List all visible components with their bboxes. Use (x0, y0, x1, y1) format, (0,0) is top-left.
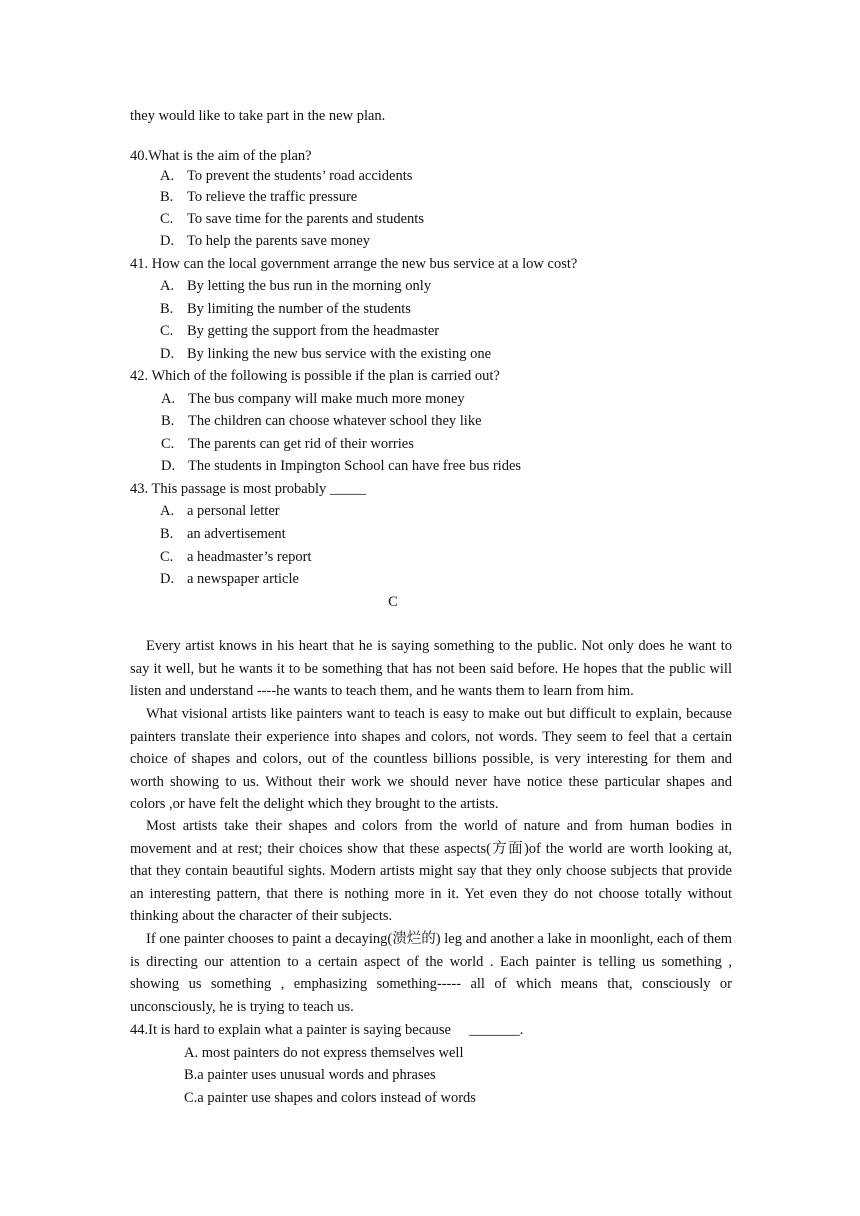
passage-end-line: they would like to take part in the new plan. (130, 108, 386, 124)
question-42-option-d: D. The students in Impington School can have free bus rides (161, 458, 522, 474)
question-43-option-b: B. an advertisement (160, 526, 286, 542)
question-41-option-b: B. By limiting the number of the students (160, 301, 411, 317)
question-43-option-d: D. a newspaper article (160, 571, 299, 587)
question-43-option-c: C. a headmaster’s report (160, 549, 312, 565)
question-41-option-d: D. By linking the new bus service with the existing one (160, 346, 492, 362)
question-44-option-c: C.a painter use shapes and colors instead of words (184, 1090, 476, 1106)
question-42-stem: 42. Which of the following is possible if the plan is carried out? (130, 368, 500, 384)
passage-paragraph-3: Most artists take their shapes and colors from the world of nature and from human bodies in movement and at rest; their choices show that these aspects(方面)of the world are worth looking at, that they contain beautiful sights. Modern artists might say that they only choose subjects that provide an interesting pattern, that there is nothing more in it. Yet even they do not choose totally without thinking about the character of their subjects. (130, 818, 732, 925)
passage-paragraph-2: What visional artists like painters want to teach is easy to make out but difficult to explain, because painters translate their experience into shapes and colors, not words. They seem to feel that a certain choice of shapes and colors, out of the countless billions possible, is very interesting for them and worth showing to us. Without their work we should never have notice these particular shapes and colors ,or have felt the delight which they brought to the artists. (130, 706, 732, 813)
question-43-option-a: A. a personal letter (160, 503, 280, 519)
question-40-option-d: D. To help the parents save money (160, 233, 370, 249)
question-41-option-c: C. By getting the support from the headmaster (160, 323, 440, 339)
question-42-option-b: B. The children can choose whatever school they like (161, 413, 482, 429)
question-41-option-a: A. By letting the bus run in the morning only (160, 278, 432, 294)
question-41-stem: 41. How can the local government arrange the new bus service at a low cost? (130, 256, 578, 272)
question-40-option-a: A. To prevent the students’ road accidents (160, 168, 413, 184)
question-42-option-a: A. The bus company will make much more money (161, 391, 465, 407)
section-heading: C (388, 594, 398, 610)
passage-paragraph-4: If one painter chooses to paint a decaying(溃烂的) leg and another a lake in moonlight, each of them is directing our attention to a certain aspect of the world . Each painter is telling us something , showing us something , emphasizing something----- all of which means that, consciously or unconsciously, he is trying to teach us. (130, 931, 732, 1015)
question-43-stem: 43. This passage is most probably _____ (130, 481, 367, 497)
question-44-option-a: A. most painters do not express themselves well (184, 1045, 464, 1061)
question-44-stem: 44.It is hard to explain what a painter is saying because _______. (130, 1022, 524, 1038)
question-40-option-c: C. To save time for the parents and students (160, 211, 424, 227)
question-40-option-b: B. To relieve the traffic pressure (160, 189, 358, 205)
question-42-option-c: C. The parents can get rid of their worries (161, 436, 414, 452)
question-44-option-b: B.a painter uses unusual words and phrases (184, 1067, 436, 1083)
question-40-stem: 40.What is the aim of the plan? (130, 148, 312, 164)
passage-paragraph-1: Every artist knows in his heart that he is saying something to the public. Not only does he want to say it well, but he wants it to be something that has not been said before. He hopes that the public will listen and understand ----he wants to teach them, and he wants them to learn from him. (130, 638, 732, 700)
